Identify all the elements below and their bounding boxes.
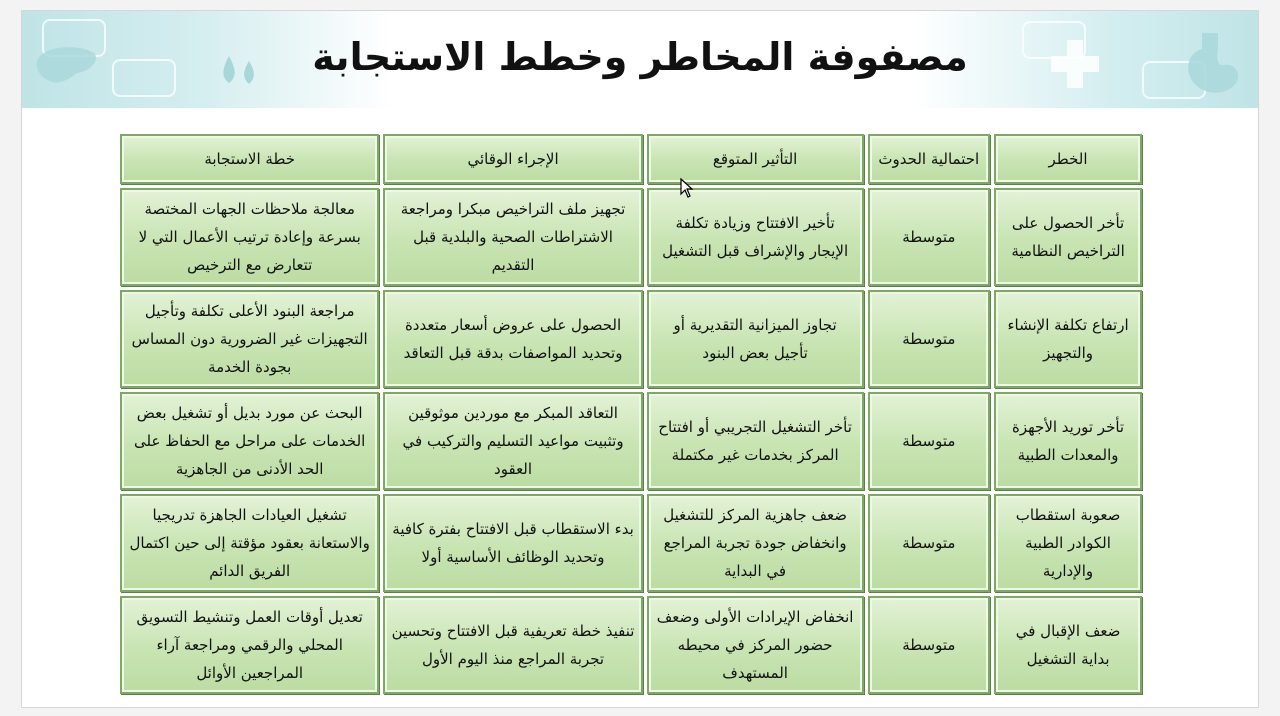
- header-probability: احتمالية الحدوث: [868, 134, 991, 184]
- cell-preventive-action: بدء الاستقطاب قبل الافتتاح بفترة كافية وتحديد الوظائف الأساسية أولا: [383, 494, 642, 592]
- slide: [21, 10, 1259, 708]
- table-row: [120, 392, 1142, 490]
- cell-impact: تأخير الافتتاح وزيادة تكلفة الإيجار والإشراف قبل التشغيل: [647, 188, 864, 286]
- header-banner: [22, 11, 1258, 108]
- cell-risk: ارتفاع تكلفة الإنشاء والتجهيز: [994, 290, 1142, 388]
- mouse-cursor-icon: [680, 178, 694, 198]
- cell-impact: ضعف جاهزية المركز للتشغيل وانخفاض جودة تجربة المراجع في البداية: [647, 494, 864, 592]
- cell-impact: تجاوز الميزانية التقديرية أو تأجيل بعض البنود: [647, 290, 864, 388]
- table-header-row: [120, 134, 1142, 184]
- cell-preventive-action: الحصول على عروض أسعار متعددة وتحديد المواصفات بدقة قبل التعاقد: [383, 290, 642, 388]
- header-risk: الخطر: [994, 134, 1142, 184]
- cell-preventive-action: تجهيز ملف التراخيص مبكرا ومراجعة الاشتراطات الصحية والبلدية قبل التقديم: [383, 188, 642, 286]
- header-response-plan: خطة الاستجابة: [120, 134, 379, 184]
- cell-response-plan: معالجة ملاحظات الجهات المختصة بسرعة وإعادة ترتيب الأعمال التي لا تتعارض مع الترخيص: [120, 188, 379, 286]
- cell-probability: متوسطة: [868, 290, 991, 388]
- cell-impact: انخفاض الإيرادات الأولى وضعف حضور المركز في محيطه المستهدف: [647, 596, 864, 694]
- cell-preventive-action: تنفيذ خطة تعريفية قبل الافتتاح وتحسين تجربة المراجع منذ اليوم الأول: [383, 596, 642, 694]
- cell-risk: تأخر الحصول على التراخيص النظامية: [994, 188, 1142, 286]
- slide-title: مصفوفة المخاطر وخطط الاستجابة: [312, 35, 968, 79]
- cell-risk: ضعف الإقبال في بداية التشغيل: [994, 596, 1142, 694]
- table-row: [120, 188, 1142, 286]
- cell-response-plan: تشغيل العيادات الجاهزة تدريجيا والاستعانة بعقود مؤقتة إلى حين اكتمال الفريق الدائم: [120, 494, 379, 592]
- cell-probability: متوسطة: [868, 596, 991, 694]
- cell-probability: متوسطة: [868, 188, 991, 286]
- table-row: [120, 596, 1142, 694]
- cell-risk: صعوبة استقطاب الكوادر الطبية والإدارية: [994, 494, 1142, 592]
- cell-response-plan: البحث عن مورد بديل أو تشغيل بعض الخدمات على مراحل مع الحفاظ على الحد الأدنى من الجاهزية: [120, 392, 379, 490]
- table-row: [120, 290, 1142, 388]
- cell-risk: تأخر توريد الأجهزة والمعدات الطبية: [994, 392, 1142, 490]
- cell-probability: متوسطة: [868, 392, 991, 490]
- cell-response-plan: تعديل أوقات العمل وتنشيط التسويق المحلي والرقمي ومراجعة آراء المراجعين الأوائل: [120, 596, 379, 694]
- cell-probability: متوسطة: [868, 494, 991, 592]
- cell-impact: تأخر التشغيل التجريبي أو افتتاح المركز بخدمات غير مكتملة: [647, 392, 864, 490]
- risk-matrix-table: [116, 130, 1146, 698]
- table-row: [120, 494, 1142, 592]
- cell-preventive-action: التعاقد المبكر مع موردين موثوقين وتثبيت مواعيد التسليم والتركيب في العقود: [383, 392, 642, 490]
- header-preventive-action: الإجراء الوقائي: [383, 134, 642, 184]
- header-impact: التأثير المتوقع: [647, 134, 864, 184]
- cell-response-plan: مراجعة البنود الأعلى تكلفة وتأجيل التجهيزات غير الضرورية دون المساس بجودة الخدمة: [120, 290, 379, 388]
